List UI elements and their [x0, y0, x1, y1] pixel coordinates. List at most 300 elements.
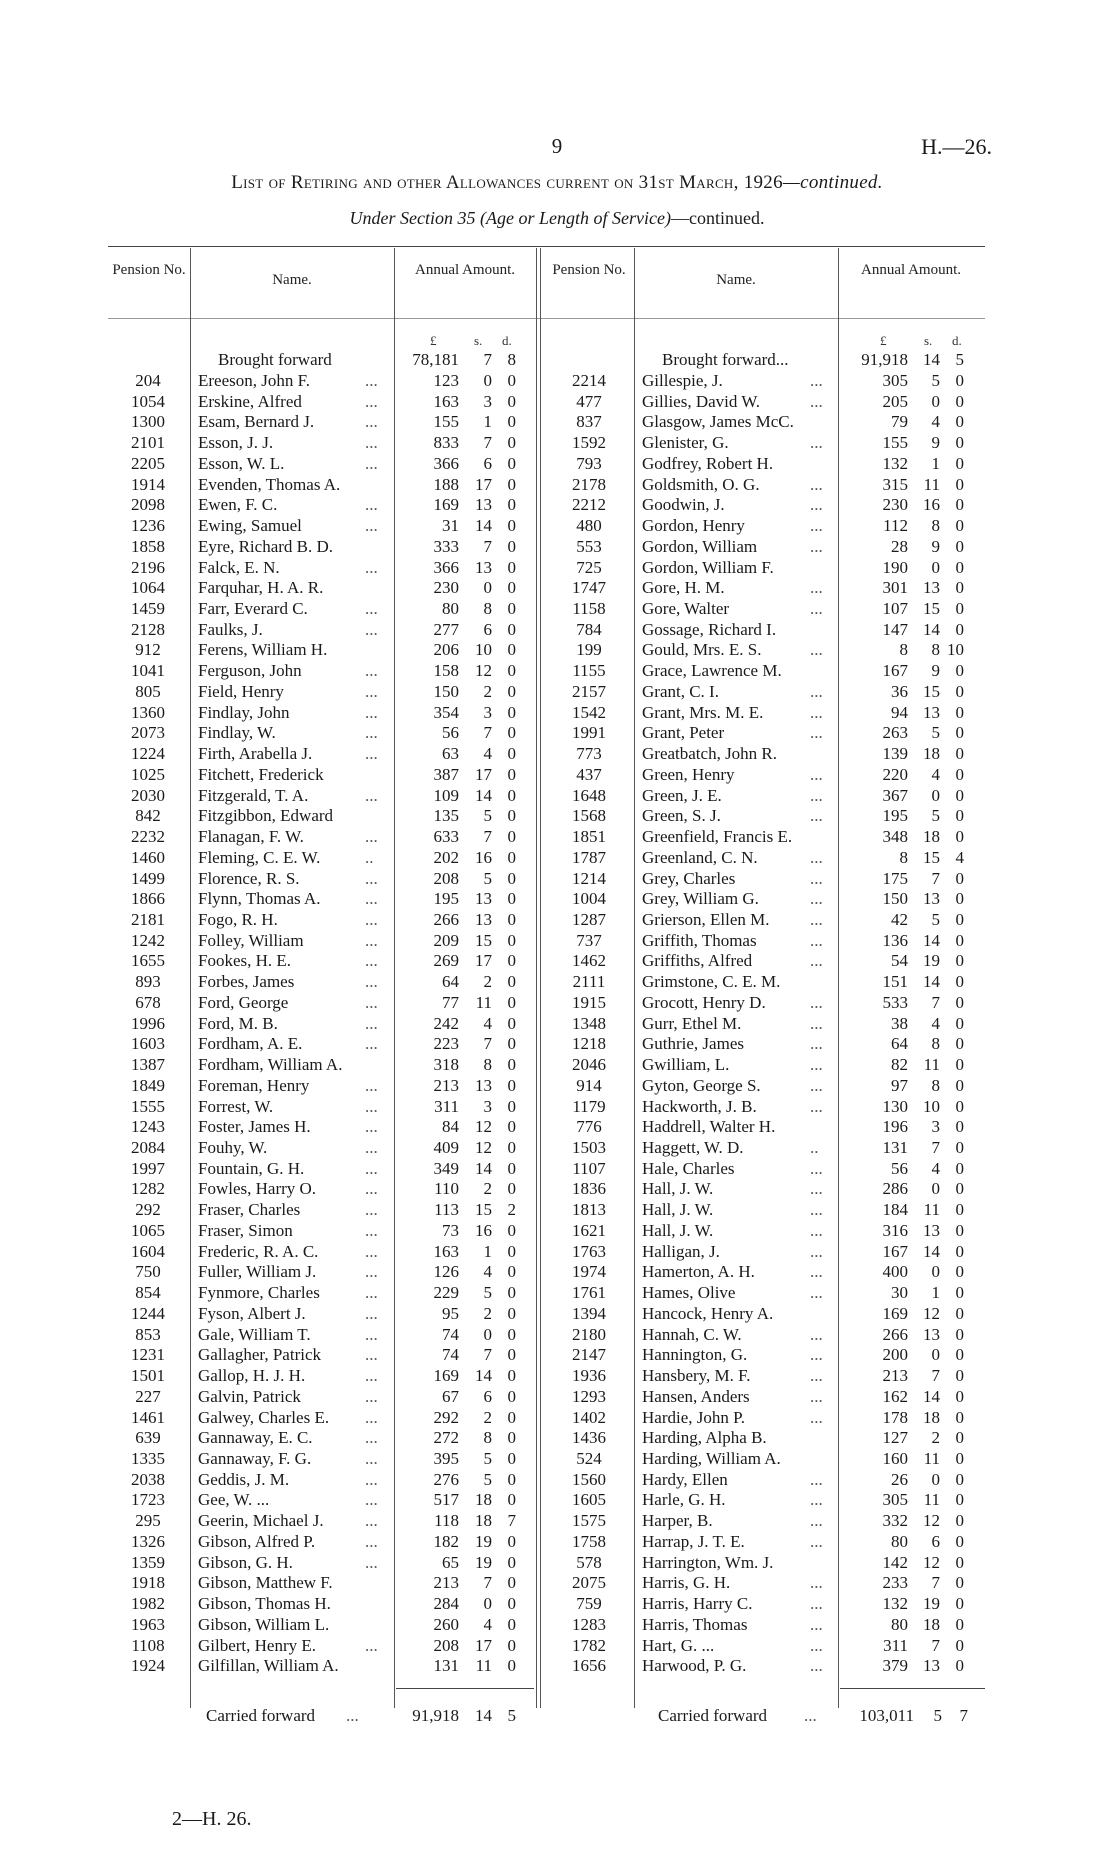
amount-pence: 0 [955, 1366, 964, 1386]
amount-pounds: 178 [882, 1407, 908, 1427]
amount-pence: 0 [507, 1490, 516, 1510]
amount-pence: 0 [955, 1241, 964, 1261]
pensioner-name: Halligan, J. [642, 1241, 720, 1261]
amount-pounds: 118 [434, 1511, 459, 1531]
amount-pounds: 142 [882, 1552, 908, 1572]
pension-number: 1974 [572, 1262, 606, 1282]
amount-shillings: 0 [483, 578, 492, 598]
leader-dots: ... [810, 1531, 823, 1551]
amount-pence: 0 [507, 1075, 516, 1095]
amount-pence: 0 [507, 1407, 516, 1427]
amount-pence: 0 [507, 1448, 516, 1468]
amount-pounds: 56 [891, 1158, 908, 1178]
amount-pence: 0 [507, 1262, 516, 1282]
pension-number: 1982 [131, 1594, 165, 1614]
pensioner-name: Fraser, Simon [198, 1220, 293, 1240]
table-row [0, 537, 1114, 558]
amount-shillings: 13 [475, 1075, 492, 1095]
pension-number: 1836 [572, 1179, 606, 1199]
amount-shillings: 15 [923, 681, 940, 701]
table-row [0, 1179, 1114, 1200]
amount-pounds: 260 [433, 1614, 459, 1634]
amount-pence: 0 [507, 723, 516, 743]
pensioner-name: Hart, G. ... [642, 1635, 715, 1655]
pension-number: 1107 [572, 1158, 606, 1178]
amount-shillings: 7 [483, 433, 492, 453]
amount-pounds: 130 [882, 1096, 908, 1116]
amount-pounds: 272 [433, 1428, 459, 1448]
header-annual-amount: Annual Amount. [861, 262, 961, 278]
amount-pounds: 113 [434, 1200, 459, 1220]
pensioner-name: Erskine, Alfred [198, 391, 302, 411]
pensioner-name: Grant, C. I. [642, 681, 719, 701]
pensioner-name: Gilbert, Henry E. [198, 1635, 317, 1655]
pensioner-name: Greenfield, Francis E. [642, 827, 793, 847]
pensioner-name: Harris, Thomas [642, 1614, 748, 1634]
pensioner-name: Ford, George [198, 992, 289, 1012]
amount-pounds: 42 [891, 909, 908, 929]
amount-pounds: 64 [891, 1034, 908, 1054]
table-row [0, 765, 1114, 786]
amount-pounds: 284 [433, 1594, 459, 1614]
amount-pounds: 233 [882, 1573, 908, 1593]
amount-pence: 0 [955, 972, 964, 992]
amount-pence: 0 [507, 744, 516, 764]
pension-number: 2178 [572, 474, 606, 494]
amount-pence: 0 [955, 723, 964, 743]
amount-pence: 0 [955, 661, 964, 681]
amount-pence: 0 [955, 599, 964, 619]
header-annual-amount: Annual Amount. [415, 262, 515, 278]
leader-dots: ... [810, 516, 823, 536]
pension-number: 227 [135, 1386, 161, 1406]
amount-shillings: 13 [475, 557, 492, 577]
leader-dots: ... [365, 992, 378, 1012]
amount-pence: 0 [955, 1614, 964, 1634]
pensioner-name: Fouhy, W. [198, 1138, 268, 1157]
leader-dots: ... [365, 1490, 378, 1510]
table-row [0, 1594, 1114, 1615]
pension-number: 292 [135, 1200, 161, 1220]
amount-pence: 0 [955, 1386, 964, 1406]
pension-number: 1747 [572, 578, 606, 598]
pensioner-name: Hansen, Anders [642, 1386, 750, 1406]
amount-shillings: 6 [483, 619, 492, 639]
pension-number: 2030 [131, 785, 165, 805]
amount-pounds: 184 [882, 1200, 908, 1220]
pension-number: 204 [135, 371, 161, 390]
pensioner-name: Grierson, Ellen M. [642, 909, 770, 929]
amount-pence: 0 [955, 909, 964, 929]
pensioner-name: Fuller, William J. [198, 1262, 317, 1282]
amount-shillings: 10 [923, 1096, 940, 1116]
leader-dots: ... [810, 474, 823, 494]
pension-number: 2046 [572, 1055, 606, 1075]
table-row [0, 640, 1114, 661]
table-row [0, 889, 1114, 910]
table-row [0, 806, 1114, 827]
pension-number: 1963 [131, 1614, 165, 1634]
pension-number: 1991 [572, 723, 606, 743]
amount-pence: 0 [955, 557, 964, 577]
page-subtitle [0, 208, 1114, 229]
amount-pounds: 366 [433, 453, 459, 473]
carried-forward-pence: 5 [507, 1706, 516, 1725]
amount-pounds: 333 [433, 536, 459, 556]
amount-pence: 0 [507, 1055, 516, 1075]
pensioner-name: Gwilliam, L. [642, 1055, 730, 1075]
amount-pounds: 175 [882, 868, 908, 888]
table-row [0, 1076, 1114, 1097]
pension-number: 1460 [131, 847, 165, 867]
leader-dots: ... [810, 992, 823, 1012]
amount-pounds: 127 [882, 1428, 908, 1448]
amount-shillings: 14 [923, 972, 940, 992]
amount-shillings: 4 [483, 744, 492, 764]
pension-number: 2073 [131, 723, 165, 743]
pensioner-name: Florence, R. S. [198, 868, 300, 888]
pension-number: 1025 [131, 764, 165, 784]
amount-pounds: 266 [882, 1324, 908, 1344]
amount-pounds: 633 [433, 827, 459, 847]
amount-shillings: 5 [931, 909, 940, 929]
amount-shillings: 11 [923, 1200, 940, 1220]
pensioner-name: Ferguson, John [198, 661, 302, 681]
amount-pence: 0 [955, 681, 964, 701]
pensioner-name: Ferens, William H. [198, 640, 328, 660]
pension-number: 437 [576, 764, 602, 784]
amount-pounds: 162 [882, 1386, 908, 1406]
table-row [0, 744, 1114, 765]
amount-pence: 0 [955, 1552, 964, 1572]
leader-dots: ... [365, 1262, 378, 1282]
amount-pence: 0 [955, 474, 964, 494]
amount-shillings: 6 [931, 1531, 940, 1551]
table-row [0, 412, 1114, 433]
pensioner-name: Gilfillan, William A. [198, 1656, 339, 1676]
amount-pence: 0 [507, 1345, 516, 1365]
amount-pounds: 263 [882, 723, 908, 743]
table-row [0, 786, 1114, 807]
leader-dots: ... [810, 1075, 823, 1095]
pensioner-name: Gannaway, F. G. [198, 1448, 312, 1468]
pension-number: 2101 [131, 433, 165, 453]
title-suffix: —continued. [782, 172, 883, 193]
amount-pence: 0 [955, 1448, 964, 1468]
pension-number: 524 [576, 1448, 602, 1468]
pension-number: 2180 [572, 1324, 606, 1344]
amount-pence: 0 [507, 1283, 516, 1303]
amount-pounds: 30 [891, 1283, 908, 1303]
table-row [0, 1034, 1114, 1055]
pensioner-name: Grocott, Henry D. [642, 992, 766, 1012]
table-row [0, 1014, 1114, 1035]
amount-shillings: 15 [923, 847, 940, 867]
footer-code: 2—H. 26. [172, 1808, 252, 1830]
pensioner-name: Grimstone, C. E. M. [642, 972, 781, 992]
leader-dots: ... [810, 702, 823, 722]
amount-pence: 0 [507, 578, 516, 598]
amount-shillings: 12 [923, 1552, 940, 1572]
title-date: 31st [638, 172, 675, 193]
leader-dots: ... [810, 1179, 823, 1199]
amount-pence: 0 [507, 536, 516, 556]
pension-number: 750 [135, 1262, 161, 1282]
leader-dots: ... [810, 1594, 823, 1614]
pension-number: 1436 [572, 1428, 606, 1448]
leader-dots: ... [810, 1262, 823, 1282]
pensioner-name: Goldsmith, O. G. [642, 474, 760, 494]
leader-dots: ... [365, 1511, 378, 1531]
pension-number: 1158 [572, 599, 606, 619]
amount-pounds: 94 [891, 702, 908, 722]
amount-pounds: 150 [433, 681, 459, 701]
pension-number: 1761 [572, 1283, 606, 1303]
amount-shillings: 8 [483, 1428, 492, 1448]
amount-pence: 0 [955, 536, 964, 556]
amount-pounds: 318 [433, 1055, 459, 1075]
table-row [0, 827, 1114, 848]
pensioner-name: Griffith, Thomas [642, 930, 757, 950]
amount-pence: 0 [507, 599, 516, 619]
pensioner-name: Griffiths, Alfred [642, 951, 753, 971]
table-row [0, 1159, 1114, 1180]
leader-dots: ... [810, 1407, 823, 1427]
table-row [0, 951, 1114, 972]
amount-shillings: 12 [923, 1303, 940, 1323]
leader-dots: ... [810, 785, 823, 805]
pension-number: 1459 [131, 599, 165, 619]
amount-shillings: 8 [483, 599, 492, 619]
pensioner-name: Gillespie, J. [642, 371, 723, 390]
leader-dots: ... [365, 1366, 378, 1386]
pension-number: 1236 [131, 516, 165, 536]
amount-pounds: 126 [433, 1262, 459, 1282]
amount-pence: 0 [955, 1635, 964, 1655]
table-row [0, 454, 1114, 475]
amount-pounds: 73 [442, 1220, 459, 1240]
pensioner-name: Gale, William T. [198, 1324, 311, 1344]
amount-shillings: 17 [475, 764, 492, 784]
amount-pounds: 348 [882, 827, 908, 847]
pension-number: 1787 [572, 847, 606, 867]
pensioner-name: Hardie, John P. [642, 1407, 745, 1427]
amount-pence: 0 [955, 1490, 964, 1510]
amount-pounds: 150 [882, 889, 908, 909]
amount-shillings: 0 [483, 1324, 492, 1344]
amount-pounds: 195 [433, 889, 459, 909]
amount-pounds: 167 [882, 1241, 908, 1261]
amount-pence: 0 [507, 474, 516, 494]
pensioner-name: Harwood, P. G. [642, 1656, 747, 1676]
amount-shillings: 5 [483, 1448, 492, 1468]
table-row [0, 1138, 1114, 1159]
leader-dots: ... [810, 951, 823, 971]
leader-dots: ... [365, 1013, 378, 1033]
pension-number: 1461 [131, 1407, 165, 1427]
leader-dots: ... [810, 764, 823, 784]
pension-number: 639 [135, 1428, 161, 1448]
table-row [0, 620, 1114, 641]
leader-dots: ... [810, 909, 823, 929]
amount-pounds: 74 [442, 1345, 459, 1365]
pensioner-name: Harper, B. [642, 1511, 713, 1531]
amount-shillings: 11 [923, 1448, 940, 1468]
amount-pence: 0 [507, 640, 516, 660]
amount-shillings: 0 [931, 1179, 940, 1199]
pensioner-name: Gibson, Matthew F. [198, 1573, 333, 1593]
table-row [0, 848, 1114, 869]
pension-number: 1782 [572, 1635, 606, 1655]
amount-pounds: 220 [882, 764, 908, 784]
carried-forward-label: Carried forward [206, 1706, 316, 1725]
amount-pounds: 223 [433, 1034, 459, 1054]
amount-pence: 4 [955, 847, 964, 867]
amount-shillings: 4 [483, 1614, 492, 1634]
amount-shillings: 1 [931, 453, 940, 473]
leader-dots: ... [365, 516, 378, 536]
leader-dots: ... [810, 1200, 823, 1220]
amount-shillings: 9 [931, 661, 940, 681]
amount-shillings: 13 [475, 909, 492, 929]
leader-dots: ... [365, 1179, 378, 1199]
pension-number: 805 [135, 681, 161, 701]
table-row [0, 1490, 1114, 1511]
amount-shillings: 4 [931, 412, 940, 432]
amount-pounds: 107 [882, 599, 908, 619]
amount-pence: 0 [955, 1034, 964, 1054]
pension-number: 1243 [131, 1117, 165, 1137]
amount-shillings: 15 [475, 930, 492, 950]
amount-shillings: 9 [931, 536, 940, 556]
pensioner-name: Greenland, C. N. [642, 847, 758, 867]
amount-shillings: 18 [923, 827, 940, 847]
unit-pounds: £ [430, 333, 437, 348]
leader-dots: ... [810, 1013, 823, 1033]
amount-shillings: 7 [483, 1573, 492, 1593]
leader-dots: ... [365, 930, 378, 950]
leader-dots: ... [810, 1158, 823, 1178]
unit-shillings: s. [474, 333, 483, 348]
amount-shillings: 3 [483, 391, 492, 411]
amount-pounds: 395 [433, 1448, 459, 1468]
amount-pence: 0 [507, 909, 516, 929]
amount-shillings: 4 [483, 1013, 492, 1033]
amount-shillings: 7 [931, 992, 940, 1012]
amount-pounds: 202 [433, 847, 459, 867]
table-row [0, 1553, 1114, 1574]
amount-pounds: 533 [882, 992, 908, 1012]
amount-pence: 0 [507, 806, 516, 826]
amount-shillings: 0 [931, 1345, 940, 1365]
carried-forward-shillings: 5 [933, 1706, 942, 1725]
amount-shillings: 2 [483, 1179, 492, 1199]
leader-dots: ... [365, 1324, 378, 1344]
amount-pounds: 135 [433, 806, 459, 826]
amount-pence: 0 [507, 1241, 516, 1261]
carried-forward-leader: ... [346, 1706, 359, 1725]
amount-pence: 0 [507, 681, 516, 701]
amount-pence: 0 [955, 371, 964, 390]
amount-pence: 0 [507, 453, 516, 473]
amount-pounds: 182 [433, 1531, 459, 1551]
amount-pence: 0 [507, 1303, 516, 1323]
pensioner-name: Findlay, John [198, 702, 290, 722]
amount-shillings: 19 [475, 1552, 492, 1572]
amount-pence: 0 [507, 992, 516, 1012]
leader-dots: ... [810, 578, 823, 598]
pensioner-name: Grey, Charles [642, 868, 736, 888]
leader-dots: ... [810, 371, 823, 390]
leader-dots: ... [810, 599, 823, 619]
amount-shillings: 19 [923, 1594, 940, 1614]
amount-pounds: 190 [882, 557, 908, 577]
amount-shillings: 12 [475, 1117, 492, 1137]
amount-pence: 0 [955, 1324, 964, 1344]
leader-dots: ... [810, 1366, 823, 1386]
pensioner-name: Gee, W. ... [198, 1490, 270, 1510]
amount-shillings: 16 [923, 495, 940, 515]
amount-shillings: 5 [483, 868, 492, 888]
amount-pence: 0 [507, 557, 516, 577]
amount-pence: 0 [955, 619, 964, 639]
pension-number: 2128 [131, 619, 165, 639]
pension-number: 1621 [572, 1220, 606, 1240]
table-row [0, 1304, 1114, 1325]
pensioner-name: Hall, J. W. [642, 1179, 714, 1199]
amount-pence: 0 [955, 1283, 964, 1303]
leader-dots: ... [365, 1552, 378, 1572]
leader-dots: ... [365, 1283, 378, 1303]
amount-pounds: 387 [433, 764, 459, 784]
amount-pence: 0 [507, 412, 516, 432]
total-rule [396, 1688, 534, 1689]
pension-number: 1004 [572, 889, 606, 909]
amount-pence: 0 [955, 1220, 964, 1240]
table-row [0, 1636, 1114, 1657]
amount-shillings: 8 [931, 1075, 940, 1095]
amount-pounds: 160 [882, 1448, 908, 1468]
pensioner-name: Farquhar, H. A. R. [198, 578, 324, 598]
amount-pounds: 208 [433, 868, 459, 888]
amount-pence: 0 [507, 930, 516, 950]
leader-dots: ... [365, 619, 378, 639]
leader-dots: ... [365, 1531, 378, 1551]
amount-pence: 0 [955, 433, 964, 453]
amount-pence: 0 [507, 433, 516, 453]
pensioner-name: Harris, Harry C. [642, 1594, 753, 1614]
amount-shillings: 17 [475, 1635, 492, 1655]
table-row [0, 703, 1114, 724]
amount-pence: 0 [507, 661, 516, 681]
pensioner-name: Flanagan, F. W. [198, 827, 304, 847]
leader-dots: ... [365, 1386, 378, 1406]
amount-pence: 0 [507, 1656, 516, 1676]
amount-pounds: 158 [433, 661, 459, 681]
leader-dots: ... [810, 1656, 823, 1676]
amount-shillings: 7 [483, 1034, 492, 1054]
leader-dots: ... [365, 827, 378, 847]
amount-shillings: 0 [483, 371, 492, 390]
pensioner-name: Harrap, J. T. E. [642, 1531, 745, 1551]
leader-dots: ... [365, 785, 378, 805]
amount-shillings: 0 [931, 391, 940, 411]
pensioner-name: Hannington, G. [642, 1345, 748, 1365]
amount-pounds: 230 [882, 495, 908, 515]
leader-dots: ... [810, 391, 823, 411]
leader-dots: ... [810, 1511, 823, 1531]
amount-pounds: 349 [433, 1158, 459, 1178]
